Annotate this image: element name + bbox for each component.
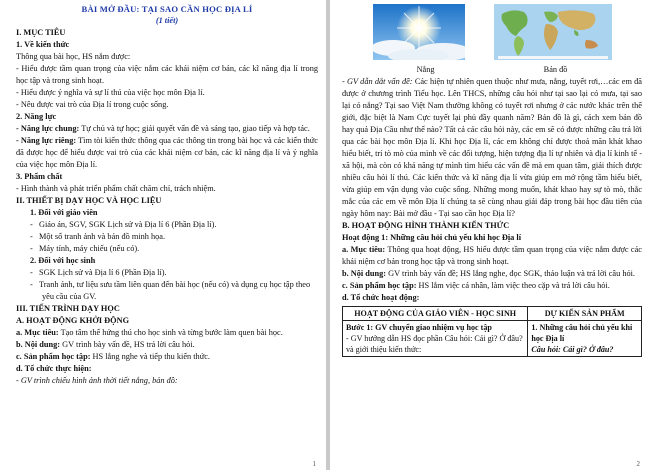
page-2	[330, 0, 650, 470]
paragraph	[16, 135, 318, 171]
world-map-image	[494, 4, 612, 60]
heading-teacher: 1. Đối với giáo viên	[30, 208, 98, 217]
list-item: - Một số tranh ảnh và bản đồ minh họa.	[30, 232, 166, 241]
activity-heading: Hoạt động 1: Những câu hỏi chủ yếu khi học Địa lí	[342, 233, 522, 242]
section-process: III. TIẾN TRÌNH DẠY HỌC	[16, 304, 120, 313]
section-equipment: II. THIẾT BỊ DẠY HỌC VÀ HỌC LIỆU	[16, 196, 162, 205]
table-header: DỰ KIẾN SẢN PHẨM	[528, 307, 642, 321]
table-cell: 1. Những câu hỏi chủ yếu khi học Địa lí Câu hỏi: Cái gì? Ở đâu?	[528, 321, 642, 357]
text: Tìm tòi kiến thức thông qua các thông tin trong bài học và các kiến thức đã được học để hiểu được vai trò của các khái niệm cơ bản, các kĩ năng địa lí và ý nghĩa của việc học môn Địa lí.	[16, 136, 318, 169]
paragraph: - Hình thành và phát triển phẩm chất chăm chỉ, trách nhiệm.	[16, 184, 216, 193]
paragraph: a. Mục tiêu: Tạo tâm thế hứng thú cho học sinh và từng bước làm quen bài học.	[16, 328, 283, 337]
caption-sun: Nắng	[416, 65, 435, 74]
section-knowledge: B. HOẠT ĐỘNG HÌNH THÀNH KIẾN THỨC	[342, 221, 510, 230]
paragraph: c. Sản phẩm học tập: HS lắm việc cá nhân, làm việc theo cặp và trả lời câu hỏi.	[342, 281, 610, 290]
image-row	[342, 4, 642, 64]
paragraph: b. Nội dung: GV trình bày vấn đề, HS trả lời câu hỏi.	[16, 340, 195, 349]
heading-qualities: 3. Phẩm chất	[16, 172, 63, 181]
sun-photo	[373, 4, 465, 60]
paragraph-intro: - GV dẫn dắt vấn đề: Các hiện tự nhiên quen thuộc như mưa, nắng, tuyết rơi,…các em đã được ở chương trình Tiểu học. Lên THCS, những câu hỏi như tại sao lại có mưa, tại sao lại có nắng? Tại sao Việt Nam thường không có tuyết rơi nhưng ở các nước khác trên thế giới, đặc biệt là Nam Cực tuyết lại phủ đầy quanh năm? Bản đồ là gì, cách xem bản đồ hay quả Địa Cầu như thế nào? Tất cả các câu hỏi này, các em sẽ có được những câu trả lời qua các bài học môn Địa lí. Khi học Địa lí, các em không chỉ được thoả mãn khát khao hiểu biết, trí tò mò của mình về các đối tượng, hiện tượng địa lí tự nhiên và địa lí kinh tế - xã hội, mà còn có khả năng tự mình tìm hiểu các vấn đề mà em quan tâm, giải thích được nhiều câu hỏi lí thú. Các kiến thức và kĩ năng địa lí vừa giúp em mở rộng tầm hiểu biết, vừa giúp em vận dụng vào cuộc sống. Những mong muốn, khát khao hay sự tò mò, thắc mắc của các em về môn Địa lí chúng ta sẽ cùng nhau giải đáp trong bài học đầu tiên của ngày hôm nay: Bài mở đầu - Tại sao cần học Địa lí?	[342, 77, 642, 218]
list-item: - Giáo án, SGV, SGK Lịch sử và Địa lí 6 (Phần Địa lí).	[30, 220, 217, 229]
table-row	[343, 321, 642, 357]
paragraph: b. Nội dung: GV trình bày vấn đề; HS lắng nghe, đọc SGK, thảo luận và trả lời câu hỏi.	[342, 269, 635, 278]
label: - Năng lực riêng:	[16, 136, 77, 145]
paragraph: - Hiểu được tầm quan trọng của việc nắm các khái niệm cơ bản, các kĩ năng địa lí trong học tập và trong sinh hoạt.	[16, 64, 318, 85]
paragraph: - Nêu được vai trò của Địa lí trong cuộc sống.	[16, 100, 169, 109]
lesson-title: BÀI MỞ ĐẦU: TẠI SAO CẦN HỌC ĐỊA LÍ	[81, 4, 253, 14]
lesson-duration: (1 tiết)	[155, 16, 179, 25]
paragraph	[16, 123, 318, 135]
table-header-row	[343, 307, 642, 321]
page-number: 2	[636, 460, 640, 468]
text: Tự chủ và tự học; giải quyết vấn đề và sáng tạo, giao tiếp và hợp tác.	[79, 124, 310, 133]
image-captions	[342, 64, 642, 76]
paragraph: a. Mục tiêu: Thông qua hoạt động, HS hiểu được tầm quan trọng của việc nắm được các khái niệm cơ bản trong học tập và trong sinh hoạt.	[342, 245, 642, 266]
heading-competence: 2. Năng lực	[16, 112, 57, 121]
section-objectives: I. MỤC TIÊU	[16, 28, 66, 37]
heading-student: 2. Đối với học sinh	[30, 256, 96, 265]
table-header: HOẠT ĐỘNG CỦA GIÁO VIÊN - HỌC SINH	[343, 307, 528, 321]
page-number: 1	[312, 460, 316, 468]
paragraph: Thông qua bài học, HS nắm được:	[16, 52, 131, 61]
activity-table	[342, 306, 642, 357]
list-item: - Tranh ảnh, tư liệu sưu tầm liên quan đến bài học (nếu có) và dụng cụ học tập theo yêu cầu của GV.	[30, 280, 311, 301]
list-item: - Máy tính, máy chiếu (nếu có).	[30, 244, 140, 253]
paragraph: - Hiểu được ý nghĩa và sự lí thú của việc học môn Địa lí.	[16, 88, 205, 97]
caption-map: Bản đồ	[543, 65, 568, 74]
section-warmup: A. HOẠT ĐỘNG KHỞI ĐỘNG	[16, 316, 130, 325]
paragraph: - GV trình chiếu hình ảnh thời tiết nắng, bản đồ:	[16, 376, 178, 385]
paragraph: d. Tổ chức thực hiện:	[16, 364, 92, 373]
list-item: - SGK Lịch sử và Địa lí 6 (Phần Địa lí).	[30, 268, 167, 277]
paragraph: d. Tổ chức hoạt động:	[342, 293, 420, 302]
table-cell: Bước 1: GV chuyển giao nhiệm vụ học tập - GV hướng dẫn HS đọc phần Câu hỏi: Cái gì? Ở đâu? và giới thiệu kiến thức:	[343, 321, 528, 357]
label: - Năng lực chung:	[16, 124, 80, 133]
heading-knowledge: 1. Về kiến thức	[16, 40, 70, 49]
paragraph: c. Sản phẩm học tập: HS lắng nghe và tiếp thu kiến thức.	[16, 352, 210, 361]
